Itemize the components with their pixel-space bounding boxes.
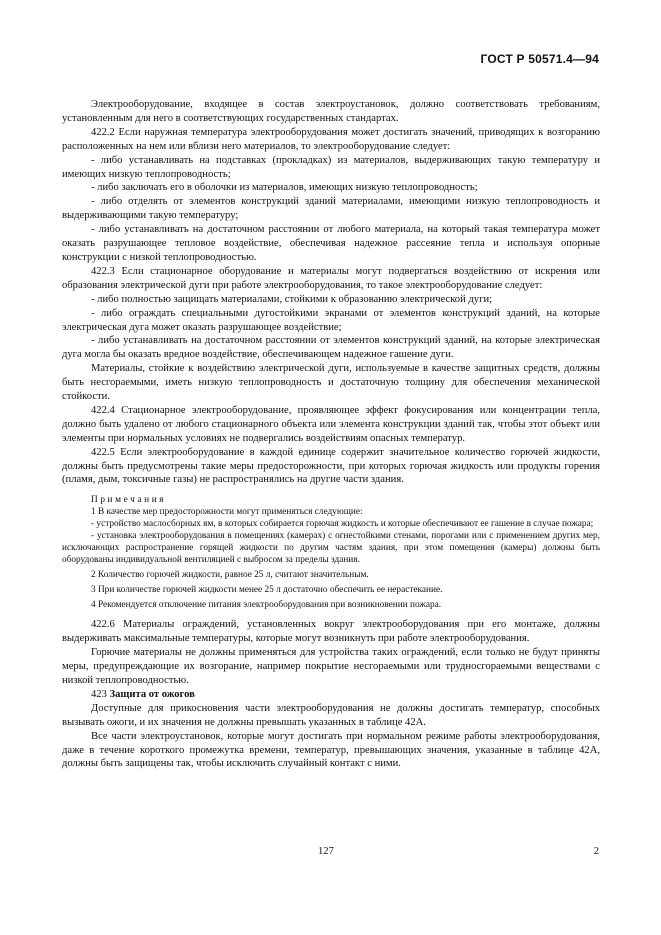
paragraph: Электрооборудование, входящее в состав электроустановок, должно соответствовать требованиям, установленным для него в соответствующих государственных стандартах. xyxy=(62,99,600,124)
section-number: 423 xyxy=(91,688,107,700)
paragraph: - либо заключать его в оболочки из материалов, имеющих низкую теплопроводность; xyxy=(91,182,478,194)
paragraph: 422.6 Материалы ограждений, установленных вокруг электрооборудования при его монтаже, должны выдерживать максимальные температуры, которые могут возникнуть при работе электрооборудования. xyxy=(62,619,600,645)
paragraph: Горючие материалы не должны применяться для устройства таких ограждений, если только не будут приняты меры, предупреждающие их возгорание, например покрытие несгораемыми или трудносгораемыми веществами с низкой теплопроводностью. xyxy=(62,647,600,686)
paragraph: Материалы, стойкие к воздействию электрической дуги, используемые в качестве защитных средств, должны быть несгораемыми, иметь низкую теплопроводность и достаточную толщину для обеспечения механической стойкости. xyxy=(62,363,600,403)
note-item: 1 В качестве мер предосторожности могут применяться следующие: xyxy=(91,507,363,518)
note-item: 4 Рекомендуется отключение питания электрооборудования при возникновении пожара. xyxy=(91,600,442,611)
paragraph: Все части электроустановок, которые могут достигать при нормальном режиме работы электрооборудования, даже в течение короткого промежутка времени, температур, превышающих значения, указанные в таблице 42А, должны быть защищены так, чтобы исключить случайный контакт с ними. xyxy=(62,730,600,770)
note-item: - устройство маслосборных ям, в которых собирается горючая жидкость и которые обеспечивают ее гашение в случае пожара; xyxy=(91,519,594,530)
paragraph: 422.2 Если наружная температура электрооборудования может достигать значений, приводящих к возгоранию расположенных на нем или вблизи него материалов, то электрооборудование следует: xyxy=(62,126,600,152)
note-item: 3 При количестве горючей жидкости менее 25 л достаточно обеспечить ее нерастекание. xyxy=(91,585,443,596)
note-item: 2 Количество горючей жидкости, равное 25 л, считают значительным. xyxy=(91,570,369,581)
notes-block xyxy=(62,494,600,611)
paragraph: - либо отделять от элементов конструкций зданий материалами, имеющими низкую теплопроводность и выдерживающими такую температуру; xyxy=(62,196,600,222)
notes-title: Примечания xyxy=(91,495,167,506)
paragraph: 422.4 Стационарное электрооборудование, проявляющее эффект фокусирования или концентрации тепла, должно быть удалено от любого стационарного объекта или элемента конструкции зданий так, чтобы этот объект или элементы при нормальных условиях не подвергались воздействиям опасных температур. xyxy=(62,404,600,444)
paragraph: Доступные для прикосновения части электрооборудования не должны достигать температур, способных вызывать ожоги, и их значения не должны превышать указанных в таблице 42А. xyxy=(62,702,600,728)
section-title: Защита от ожогов xyxy=(109,688,195,700)
paragraph: - либо устанавливать на подставках (прокладках) из материалов, выдерживающих такую температуру и имеющих низкую теплопроводность; xyxy=(62,154,600,180)
paragraph: - либо полностью защищать материалами, стойкими к образованию электрической дуги; xyxy=(91,293,493,305)
note-item: - установка электрооборудования в помещениях (камерах) с огнестойкими стенами, порогами или с применением других мер, исключающих распространение горящей жидкости по другим частям здания, при этом помещения (камеры) должны быть оборудованы индивидуальной вентиляцией с выбросом за пределы здания. xyxy=(62,531,600,566)
paragraph: - либо ограждать специальными дугостойкими экранами от элементов конструкций зданий, на которые электрическая дуга может оказать разрушающее воздействие; xyxy=(62,307,600,333)
paragraph: 422.3 Если стационарное оборудование и материалы могут подвергаться воздействию от искрения или образования электрической дуги при работе электрооборудования, то такое электрооборудование следует: xyxy=(62,265,600,291)
page-number: 127 xyxy=(318,846,334,857)
section-heading xyxy=(62,688,600,702)
sheet-number: 2 xyxy=(593,846,599,857)
paragraph: 422.5 Если электрооборудование в каждой единице содержит значительное количество горючей жидкости, должны быть предусмотрены такие меры предосторожности, при которых горючая жидкость или продукты горения (пламя, дым, токсичные газы) не распространялись на другие части здания. xyxy=(62,446,600,486)
standard-header: ГОСТ Р 50571.4—94 xyxy=(480,52,599,66)
paragraph: - либо устанавливать на достаточном расстоянии от любого материала, на который такая температура может оказать разрушающее тепловое воздействие, обеспечивая надежное рассеяние тепла и используя опорные конструкции с низкой теплопроводностью. xyxy=(62,224,600,263)
document-body xyxy=(62,98,600,771)
paragraph: - либо устанавливать на достаточном расстоянии от элементов конструкций зданий, на которые электрическая дуга могла бы оказать вредное воздействие, обеспечивающем надежное гашение дуги. xyxy=(62,335,600,361)
